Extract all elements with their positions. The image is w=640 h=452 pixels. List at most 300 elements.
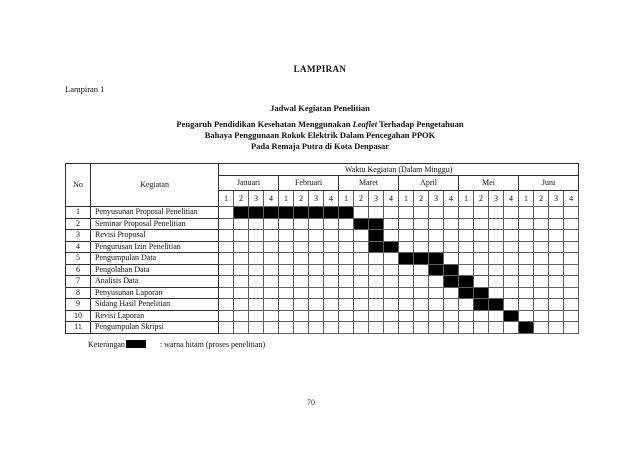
gantt-empty-cell xyxy=(414,276,429,288)
gantt-empty-cell xyxy=(564,264,579,276)
gantt-empty-cell xyxy=(249,230,264,242)
gantt-empty-cell xyxy=(339,276,354,288)
row-number-cell: 8 xyxy=(66,287,91,299)
gantt-empty-cell xyxy=(534,218,549,230)
gantt-empty-cell xyxy=(564,287,579,299)
gantt-empty-cell xyxy=(234,218,249,230)
gantt-filled-cell xyxy=(429,253,444,265)
gantt-filled-cell xyxy=(489,299,504,311)
gantt-empty-cell xyxy=(414,264,429,276)
gantt-empty-cell xyxy=(309,287,324,299)
gantt-empty-cell xyxy=(249,241,264,253)
research-title-line1 xyxy=(0,119,640,129)
gantt-empty-cell xyxy=(549,241,564,253)
gantt-empty-cell xyxy=(219,253,234,265)
gantt-empty-cell xyxy=(234,299,249,311)
gantt-empty-cell xyxy=(519,299,534,311)
week-number-header: 1 xyxy=(519,191,534,207)
gantt-empty-cell xyxy=(564,230,579,242)
gantt-empty-cell xyxy=(534,276,549,288)
row-number-cell: 7 xyxy=(66,276,91,288)
gantt-filled-cell xyxy=(369,241,384,253)
gantt-empty-cell xyxy=(474,253,489,265)
gantt-empty-cell xyxy=(489,264,504,276)
gantt-empty-cell xyxy=(399,207,414,219)
gantt-empty-cell xyxy=(549,218,564,230)
gantt-empty-cell xyxy=(384,253,399,265)
gantt-empty-cell xyxy=(354,299,369,311)
activity-name-cell: Penyusunan Proposal Penelitian xyxy=(91,207,219,219)
activity-name-cell: Penyusunan Laporan xyxy=(91,287,219,299)
research-title-leaflet-italic: Leaflet xyxy=(352,119,378,129)
research-title-line1-post: Terhadap Pengetahuan xyxy=(377,119,464,129)
week-number-header: 1 xyxy=(459,191,474,207)
gantt-empty-cell xyxy=(564,299,579,311)
gantt-empty-cell xyxy=(219,264,234,276)
gantt-empty-cell xyxy=(399,287,414,299)
gantt-empty-cell xyxy=(234,241,249,253)
week-number-header: 3 xyxy=(549,191,564,207)
gantt-empty-cell xyxy=(324,264,339,276)
gantt-empty-cell xyxy=(414,299,429,311)
activity-name-cell: Seminar Proposal Penelitian xyxy=(91,218,219,230)
page-number: 70 xyxy=(307,398,315,407)
gantt-empty-cell xyxy=(264,322,279,334)
gantt-empty-cell xyxy=(564,241,579,253)
gantt-empty-cell xyxy=(384,322,399,334)
week-number-header: 3 xyxy=(369,191,384,207)
gantt-empty-cell xyxy=(294,276,309,288)
gantt-empty-cell xyxy=(354,241,369,253)
gantt-empty-cell xyxy=(429,322,444,334)
gantt-empty-cell xyxy=(219,218,234,230)
gantt-empty-cell xyxy=(294,310,309,322)
gantt-empty-cell xyxy=(564,322,579,334)
week-number-header: 2 xyxy=(354,191,369,207)
gantt-empty-cell xyxy=(339,241,354,253)
gantt-filled-cell xyxy=(369,218,384,230)
gantt-filled-cell xyxy=(474,299,489,311)
gantt-empty-cell xyxy=(384,230,399,242)
gantt-empty-cell xyxy=(369,253,384,265)
week-number-header: 1 xyxy=(339,191,354,207)
gantt-filled-cell xyxy=(519,322,534,334)
gantt-empty-cell xyxy=(444,287,459,299)
gantt-empty-cell xyxy=(534,322,549,334)
gantt-empty-cell xyxy=(504,264,519,276)
gantt-empty-cell xyxy=(369,310,384,322)
legend-black-swatch xyxy=(126,340,146,348)
gantt-empty-cell xyxy=(549,253,564,265)
gantt-empty-cell xyxy=(399,310,414,322)
gantt-empty-cell xyxy=(489,207,504,219)
week-number-header: 4 xyxy=(444,191,459,207)
gantt-empty-cell xyxy=(309,264,324,276)
gantt-empty-cell xyxy=(429,310,444,322)
gantt-empty-cell xyxy=(564,218,579,230)
gantt-empty-cell xyxy=(384,264,399,276)
gantt-filled-cell xyxy=(354,218,369,230)
gantt-empty-cell xyxy=(384,310,399,322)
gantt-empty-cell xyxy=(549,299,564,311)
gantt-empty-cell xyxy=(429,287,444,299)
gantt-empty-cell xyxy=(264,218,279,230)
month-header-mei: Mei xyxy=(459,176,519,191)
month-header-januari: Januari xyxy=(219,176,279,191)
gantt-empty-cell xyxy=(564,310,579,322)
gantt-empty-cell xyxy=(249,287,264,299)
gantt-empty-cell xyxy=(444,230,459,242)
gantt-empty-cell xyxy=(309,276,324,288)
column-header-no: No xyxy=(66,164,91,207)
gantt-empty-cell xyxy=(489,310,504,322)
gantt-empty-cell xyxy=(354,253,369,265)
gantt-empty-cell xyxy=(504,299,519,311)
gantt-empty-cell xyxy=(279,241,294,253)
activity-row xyxy=(66,207,579,219)
gantt-empty-cell xyxy=(309,310,324,322)
gantt-empty-cell xyxy=(489,230,504,242)
research-title-line2: Bahaya Penggunaan Rokok Elektrik Dalam Pencegahan PPOK xyxy=(204,130,436,140)
gantt-empty-cell xyxy=(219,241,234,253)
gantt-empty-cell xyxy=(414,287,429,299)
activity-name-cell: Sidang Hasil Penelitian xyxy=(91,299,219,311)
gantt-empty-cell xyxy=(519,218,534,230)
gantt-empty-cell xyxy=(354,322,369,334)
gantt-empty-cell xyxy=(279,322,294,334)
gantt-empty-cell xyxy=(489,287,504,299)
gantt-empty-cell xyxy=(489,322,504,334)
gantt-empty-cell xyxy=(474,230,489,242)
gantt-empty-cell xyxy=(444,299,459,311)
gantt-filled-cell xyxy=(444,276,459,288)
gantt-empty-cell xyxy=(549,264,564,276)
gantt-empty-cell xyxy=(414,241,429,253)
gantt-empty-cell xyxy=(549,207,564,219)
gantt-empty-cell xyxy=(219,276,234,288)
row-number-cell: 2 xyxy=(66,218,91,230)
week-number-header: 1 xyxy=(279,191,294,207)
gantt-empty-cell xyxy=(264,276,279,288)
gantt-empty-cell xyxy=(414,207,429,219)
row-number-cell: 3 xyxy=(66,230,91,242)
activity-row xyxy=(66,310,579,322)
gantt-empty-cell xyxy=(294,253,309,265)
appendix-number-label: Lampiran 1 xyxy=(65,84,105,94)
gantt-empty-cell xyxy=(354,287,369,299)
activity-name-cell: Revisi Proposal xyxy=(91,230,219,242)
activity-row xyxy=(66,218,579,230)
gantt-empty-cell xyxy=(414,322,429,334)
gantt-empty-cell xyxy=(429,218,444,230)
week-number-header: 2 xyxy=(534,191,549,207)
gantt-filled-cell xyxy=(339,207,354,219)
gantt-empty-cell xyxy=(234,287,249,299)
gantt-empty-cell xyxy=(459,299,474,311)
gantt-empty-cell xyxy=(429,207,444,219)
activity-name-cell: Pengumpulan Data xyxy=(91,253,219,265)
gantt-empty-cell xyxy=(339,287,354,299)
gantt-empty-cell xyxy=(294,264,309,276)
gantt-empty-cell xyxy=(309,241,324,253)
gantt-filled-cell xyxy=(459,276,474,288)
gantt-empty-cell xyxy=(339,322,354,334)
gantt-empty-cell xyxy=(234,253,249,265)
row-number-cell: 4 xyxy=(66,241,91,253)
row-number-cell: 1 xyxy=(66,207,91,219)
gantt-empty-cell xyxy=(384,218,399,230)
gantt-filled-cell xyxy=(459,287,474,299)
gantt-empty-cell xyxy=(309,299,324,311)
gantt-empty-cell xyxy=(324,230,339,242)
gantt-filled-cell xyxy=(249,207,264,219)
gantt-empty-cell xyxy=(264,310,279,322)
gantt-empty-cell xyxy=(309,218,324,230)
gantt-empty-cell xyxy=(534,299,549,311)
gantt-empty-cell xyxy=(279,299,294,311)
gantt-empty-cell xyxy=(354,264,369,276)
gantt-empty-cell xyxy=(339,299,354,311)
schedule-title: Jadwal Kegiatan Penelitian xyxy=(270,103,370,113)
gantt-empty-cell xyxy=(249,253,264,265)
gantt-empty-cell xyxy=(474,322,489,334)
legend-description: : warna hitam (proses penelitian) xyxy=(159,340,266,349)
column-header-kegiatan: Kegiatan xyxy=(91,164,219,207)
gantt-empty-cell xyxy=(549,287,564,299)
gantt-empty-cell xyxy=(339,253,354,265)
gantt-empty-cell xyxy=(534,253,549,265)
gantt-empty-cell xyxy=(264,287,279,299)
gantt-empty-cell xyxy=(324,287,339,299)
gantt-empty-cell xyxy=(324,299,339,311)
gantt-empty-cell xyxy=(369,299,384,311)
gantt-empty-cell xyxy=(219,299,234,311)
gantt-empty-cell xyxy=(339,264,354,276)
week-number-header: 2 xyxy=(294,191,309,207)
gantt-empty-cell xyxy=(414,310,429,322)
gantt-empty-cell xyxy=(489,253,504,265)
legend xyxy=(88,340,265,349)
gantt-empty-cell xyxy=(249,218,264,230)
gantt-empty-cell xyxy=(474,264,489,276)
gantt-empty-cell xyxy=(399,264,414,276)
gantt-empty-cell xyxy=(504,207,519,219)
gantt-empty-cell xyxy=(384,207,399,219)
gantt-empty-cell xyxy=(534,310,549,322)
row-number-cell: 10 xyxy=(66,310,91,322)
gantt-empty-cell xyxy=(219,230,234,242)
gantt-empty-cell xyxy=(354,310,369,322)
research-title-line3: Pada Remaja Putra di Kota Denpasar xyxy=(250,141,390,151)
week-number-header: 2 xyxy=(414,191,429,207)
month-header-juni: Juni xyxy=(519,176,579,191)
gantt-empty-cell xyxy=(504,218,519,230)
gantt-empty-cell xyxy=(249,264,264,276)
gantt-empty-cell xyxy=(444,310,459,322)
week-number-header: 4 xyxy=(324,191,339,207)
gantt-empty-cell xyxy=(414,218,429,230)
gantt-empty-cell xyxy=(249,276,264,288)
gantt-empty-cell xyxy=(444,207,459,219)
gantt-empty-cell xyxy=(459,264,474,276)
gantt-empty-cell xyxy=(369,287,384,299)
activity-row xyxy=(66,276,579,288)
gantt-empty-cell xyxy=(279,218,294,230)
gantt-empty-cell xyxy=(309,322,324,334)
gantt-empty-cell xyxy=(264,241,279,253)
gantt-empty-cell xyxy=(309,253,324,265)
gantt-empty-cell xyxy=(384,276,399,288)
row-number-cell: 6 xyxy=(66,264,91,276)
gantt-empty-cell xyxy=(219,322,234,334)
gantt-empty-cell xyxy=(294,218,309,230)
week-number-header: 4 xyxy=(264,191,279,207)
gantt-empty-cell xyxy=(444,241,459,253)
week-number-header: 4 xyxy=(564,191,579,207)
gantt-empty-cell xyxy=(564,207,579,219)
appendix-heading: LAMPIRAN xyxy=(293,64,347,74)
gantt-empty-cell xyxy=(294,287,309,299)
week-number-header: 2 xyxy=(234,191,249,207)
activity-name-cell: Pengumpulan Skripsi xyxy=(91,322,219,334)
gantt-empty-cell xyxy=(504,230,519,242)
gantt-empty-cell xyxy=(339,230,354,242)
gantt-empty-cell xyxy=(519,241,534,253)
row-number-cell: 5 xyxy=(66,253,91,265)
gantt-empty-cell xyxy=(354,276,369,288)
gantt-filled-cell xyxy=(414,253,429,265)
gantt-empty-cell xyxy=(324,253,339,265)
gantt-empty-cell xyxy=(234,230,249,242)
gantt-empty-cell xyxy=(459,253,474,265)
gantt-empty-cell xyxy=(264,299,279,311)
gantt-empty-cell xyxy=(474,207,489,219)
gantt-filled-cell xyxy=(429,264,444,276)
gantt-empty-cell xyxy=(549,322,564,334)
column-header-time: Waktu Kegiatan (Dalam Minggu) xyxy=(219,164,579,176)
week-number-header: 3 xyxy=(309,191,324,207)
gantt-empty-cell xyxy=(369,264,384,276)
gantt-filled-cell xyxy=(399,253,414,265)
activity-name-cell: Revisi Laporan xyxy=(91,310,219,322)
gantt-filled-cell xyxy=(504,310,519,322)
gantt-empty-cell xyxy=(324,310,339,322)
gantt-empty-cell xyxy=(429,230,444,242)
gantt-filled-cell xyxy=(234,207,249,219)
gantt-empty-cell xyxy=(354,230,369,242)
gantt-filled-cell xyxy=(294,207,309,219)
gantt-empty-cell xyxy=(534,230,549,242)
gantt-empty-cell xyxy=(444,322,459,334)
gantt-empty-cell xyxy=(294,322,309,334)
gantt-empty-cell xyxy=(519,287,534,299)
gantt-empty-cell xyxy=(414,230,429,242)
gantt-empty-cell xyxy=(399,322,414,334)
gantt-empty-cell xyxy=(234,322,249,334)
gantt-empty-cell xyxy=(399,299,414,311)
row-number-cell: 11 xyxy=(66,322,91,334)
gantt-empty-cell xyxy=(264,230,279,242)
gantt-empty-cell xyxy=(324,241,339,253)
activity-row xyxy=(66,264,579,276)
activity-name-cell: Analisis Data xyxy=(91,276,219,288)
gantt-empty-cell xyxy=(249,299,264,311)
gantt-empty-cell xyxy=(219,287,234,299)
gantt-empty-cell xyxy=(294,230,309,242)
gantt-empty-cell xyxy=(459,241,474,253)
gantt-empty-cell xyxy=(384,299,399,311)
gantt-empty-cell xyxy=(279,310,294,322)
gantt-empty-cell xyxy=(459,207,474,219)
week-number-header: 4 xyxy=(504,191,519,207)
legend-label: Keterangan xyxy=(88,340,125,349)
week-number-header: 3 xyxy=(489,191,504,207)
gantt-empty-cell xyxy=(429,276,444,288)
gantt-empty-cell xyxy=(264,253,279,265)
gantt-empty-cell xyxy=(519,264,534,276)
gantt-empty-cell xyxy=(399,276,414,288)
gantt-empty-cell xyxy=(519,276,534,288)
gantt-filled-cell xyxy=(264,207,279,219)
week-number-header: 2 xyxy=(474,191,489,207)
gantt-empty-cell xyxy=(279,253,294,265)
week-number-header: 3 xyxy=(429,191,444,207)
gantt-empty-cell xyxy=(534,264,549,276)
gantt-empty-cell xyxy=(324,276,339,288)
schedule-gantt-table xyxy=(65,163,579,334)
gantt-empty-cell xyxy=(339,218,354,230)
gantt-empty-cell xyxy=(384,287,399,299)
week-number-header: 1 xyxy=(399,191,414,207)
gantt-empty-cell xyxy=(324,322,339,334)
gantt-filled-cell xyxy=(474,287,489,299)
gantt-empty-cell xyxy=(534,287,549,299)
gantt-empty-cell xyxy=(219,207,234,219)
gantt-empty-cell xyxy=(519,207,534,219)
gantt-empty-cell xyxy=(504,241,519,253)
gantt-empty-cell xyxy=(519,230,534,242)
gantt-empty-cell xyxy=(549,230,564,242)
gantt-filled-cell xyxy=(384,241,399,253)
gantt-filled-cell xyxy=(444,264,459,276)
gantt-empty-cell xyxy=(294,241,309,253)
gantt-empty-cell xyxy=(339,310,354,322)
activity-row xyxy=(66,253,579,265)
gantt-empty-cell xyxy=(504,253,519,265)
gantt-empty-cell xyxy=(504,322,519,334)
gantt-empty-cell xyxy=(279,276,294,288)
gantt-empty-cell xyxy=(234,264,249,276)
gantt-empty-cell xyxy=(279,287,294,299)
gantt-empty-cell xyxy=(474,276,489,288)
activity-row xyxy=(66,287,579,299)
gantt-empty-cell xyxy=(459,310,474,322)
gantt-empty-cell xyxy=(429,299,444,311)
gantt-filled-cell xyxy=(279,207,294,219)
gantt-empty-cell xyxy=(489,241,504,253)
gantt-empty-cell xyxy=(234,310,249,322)
gantt-empty-cell xyxy=(489,276,504,288)
month-header-maret: Maret xyxy=(339,176,399,191)
gantt-empty-cell xyxy=(324,218,339,230)
activity-name-cell: Pengurusan Izin Penelitian xyxy=(91,241,219,253)
gantt-empty-cell xyxy=(549,310,564,322)
month-header-april: April xyxy=(399,176,459,191)
gantt-empty-cell xyxy=(474,218,489,230)
activity-row xyxy=(66,322,579,334)
gantt-empty-cell xyxy=(504,287,519,299)
gantt-empty-cell xyxy=(564,276,579,288)
